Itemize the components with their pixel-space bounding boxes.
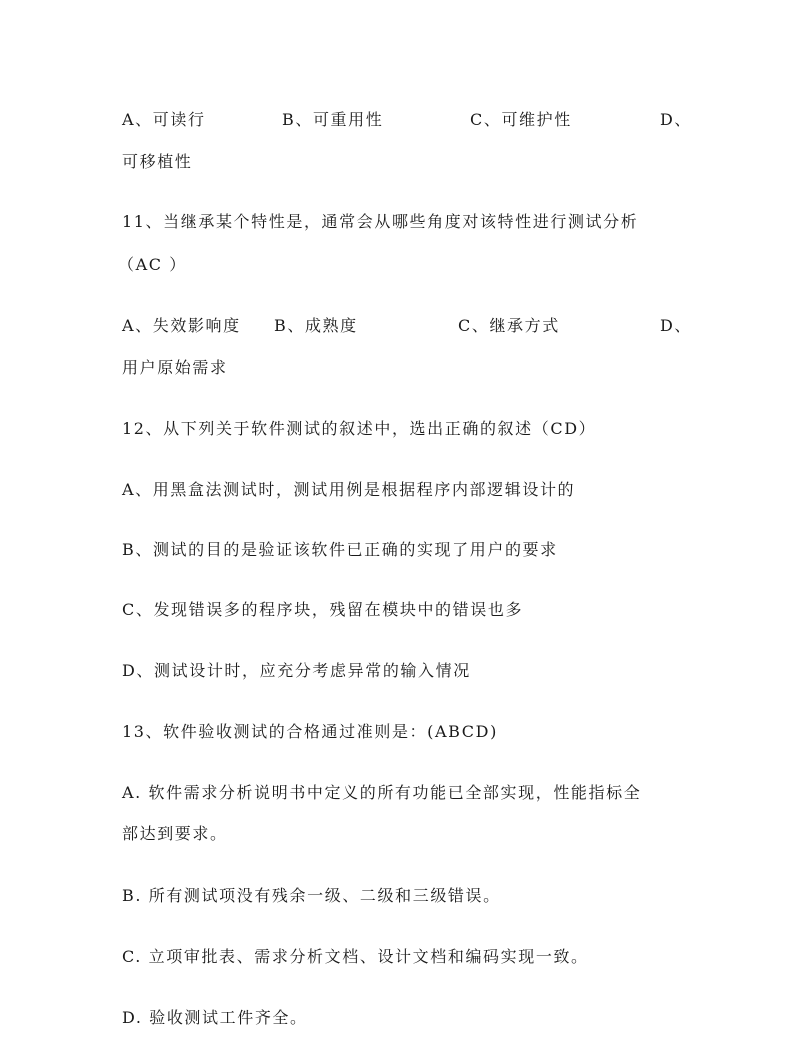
q11-option-d-text: 用户原始需求 <box>122 358 228 377</box>
q13-option-d: D. 验收测试工件齐全。 <box>122 1008 308 1027</box>
q11-answer: （AC ） <box>118 255 187 274</box>
q11-stem: 11、当继承某个特性是，通常会从哪些角度对该特性进行测试分析 <box>122 212 639 231</box>
q13-option-a-line1: A. 软件需求分析说明书中定义的所有功能已全部实现，性能指标全 <box>122 783 642 802</box>
q10-option-b: B、可重用性 <box>282 110 384 129</box>
q11-option-c: C、继承方式 <box>458 316 560 335</box>
q11-option-a: A、失效影响度 <box>122 316 241 335</box>
q10-option-d-prefix: D、 <box>660 110 693 129</box>
q13-option-a-line2: 部达到要求。 <box>122 824 228 843</box>
q10-option-c: C、可维护性 <box>470 110 572 129</box>
q10-option-d-text: 可移植性 <box>122 152 193 171</box>
q12-option-a: A、用黑盒法测试时，测试用例是根据程序内部逻辑设计的 <box>122 480 576 499</box>
q11-option-b: B、成熟度 <box>274 316 358 335</box>
q12-option-c: C、发现错误多的程序块，残留在模块中的错误也多 <box>122 600 524 619</box>
q12-option-b: B、测试的目的是验证该软件已正确的实现了用户的要求 <box>122 540 558 559</box>
q11-option-d-prefix: D、 <box>660 316 693 335</box>
q10-option-a: A、可读行 <box>122 110 206 129</box>
q13-option-c: C. 立项审批表、需求分析文档、设计文档和编码实现一致。 <box>122 947 589 966</box>
q12-stem: 12、从下列关于软件测试的叙述中，选出正确的叙述（CD） <box>122 419 597 438</box>
q13-stem: 13、软件验收测试的合格通过准则是：(ABCD) <box>122 722 498 741</box>
q12-option-d: D、测试设计时，应充分考虑异常的输入情况 <box>122 661 471 680</box>
q13-option-b: B. 所有测试项没有残余一级、二级和三级错误。 <box>122 886 501 905</box>
